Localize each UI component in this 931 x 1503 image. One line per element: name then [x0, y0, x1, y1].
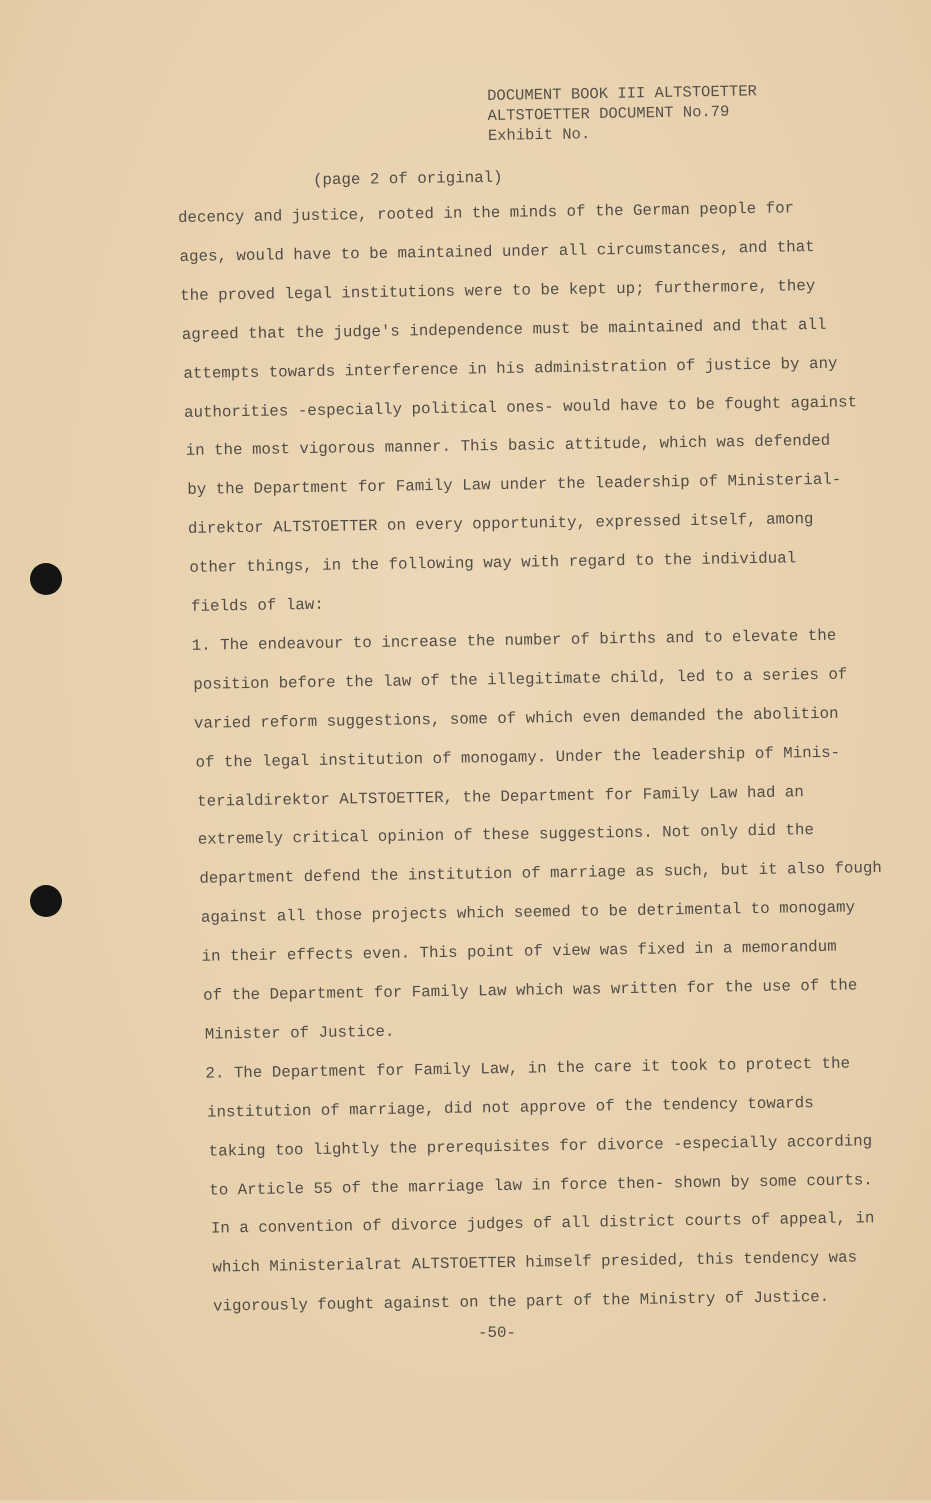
- body-line: authorities -especially political ones- would have to be fought against: [183, 392, 858, 422]
- header-line: Exhibit No.: [487, 125, 591, 145]
- body-line: Minister of Justice.: [204, 1022, 395, 1044]
- body-line: taking too lightly the prerequisites for divorce -especially according: [208, 1131, 873, 1161]
- page-note: (page 2 of original): [312, 168, 503, 190]
- body-line: agreed that the judge's independence must be maintained and that all: [181, 315, 827, 344]
- body-line: varied reform suggestions, some of which even demanded the abolition: [193, 704, 839, 733]
- body-line: institution of marriage, did not approve of the tendency towards: [206, 1093, 814, 1122]
- body-line: of the Department for Family Law which was written for the use of the: [203, 976, 858, 1005]
- body-line: terialdirektor ALTSTOETTER, the Department for Family Law had an: [197, 782, 804, 811]
- body-line: ages, would have to be maintained under all circumstances, and that: [179, 237, 815, 266]
- body-line: In a convention of divorce judges of all district courts of appeal, in: [210, 1209, 875, 1238]
- body-line: other things, in the following way with regard to the individual: [189, 549, 797, 577]
- page-number: -50-: [478, 1324, 516, 1342]
- header-line: ALTSTOETTER DOCUMENT No.79: [487, 102, 730, 125]
- body-line: extremely critical opinion of these suggestions. Not only did the: [197, 821, 815, 850]
- body-line: in their effects even. This point of view was fixed in a memorandum: [201, 937, 837, 966]
- body-line: in the most vigorous manner. This basic attitude, which was defended: [185, 432, 831, 461]
- body-line: by the Department for Family Law under the leadership of Ministerial-: [187, 470, 842, 500]
- body-line: against all those projects which seemed to be detrimental to monogamy: [200, 898, 856, 927]
- body-line: department defend the institution of marriage as such, but it also fough: [199, 859, 882, 889]
- body-line: which Ministerialrat ALTSTOETTER himself presided, this tendency was: [212, 1248, 858, 1277]
- body-line: position before the law of the illegitimate child, led to a series of: [193, 665, 848, 694]
- body-line: to Article 55 of the marriage law in force then- shown by some courts.: [209, 1170, 873, 1200]
- body-line: fields of law:: [190, 595, 324, 616]
- body-line: vigorously fought against on the part of the Ministry of Justice.: [212, 1288, 830, 1316]
- body-line: decency and justice, rooted in the minds of the German people for: [177, 199, 795, 227]
- header-line: DOCUMENT BOOK III ALTSTOETTER: [487, 82, 758, 105]
- body-line: 1. The endeavour to increase the number of births and to elevate the: [191, 626, 837, 655]
- body-line: direktor ALTSTOETTER on every opportunity, expressed itself, among: [187, 510, 814, 539]
- body-line: 2. The Department for Family Law, in the care it took to protect the: [205, 1054, 851, 1083]
- body-line: the proved legal institutions were to be kept up; furthermore, they: [180, 276, 816, 305]
- body-line: of the legal institution of monogamy. Under the leadership of Minis-: [195, 743, 841, 772]
- body-line: attempts towards interference in his administration of justice by any: [183, 354, 838, 383]
